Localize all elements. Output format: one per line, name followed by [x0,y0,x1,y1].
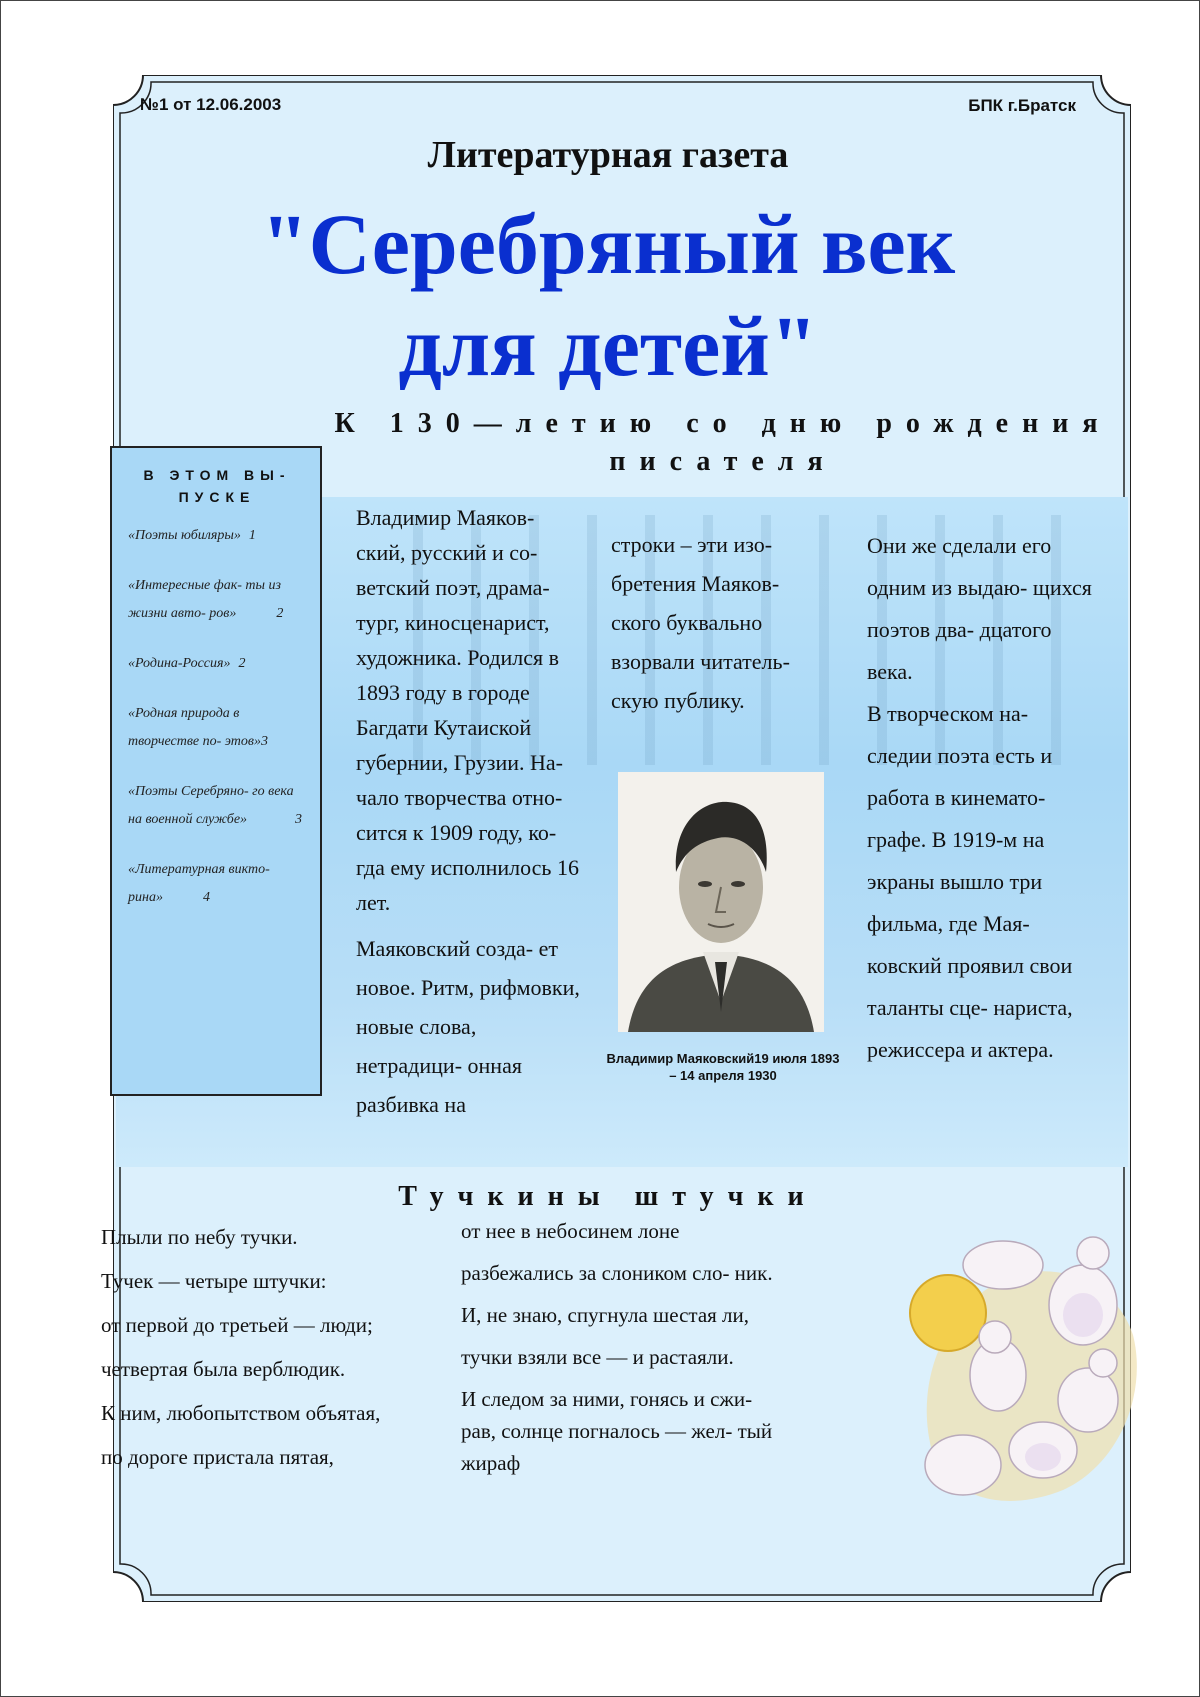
toc-item: «Литературная викто- рина» 4 [128,862,270,905]
table-of-contents [110,446,322,1096]
poem-line: Плыли по небу тучки. [101,1225,298,1249]
poem-line: по дороге пристала пятая, [101,1445,334,1469]
publisher-place: БПК г.Братск [968,96,1076,115]
poem-line: разбежались за слоником сло- ник. [461,1261,773,1285]
portrait-caption: Владимир Маяковский19 июля 1893 – 14 апреля 1930 [606,1051,840,1083]
masthead-line-1: "Серебряный век [260,196,956,292]
toc-item: «Родина-Россия» 2 [128,656,246,671]
article-column-2 [611,525,831,729]
toc-item: «Поэты юбиляры» 1 [128,528,256,543]
poem-line: Тучек — четыре штучки: [101,1269,327,1293]
masthead-line-2: для детей" [398,298,818,394]
masthead-title [113,193,1103,397]
toc-item: «Родная природа в творчестве по- этов»3 [128,706,268,749]
poem-line: четвертая была верблюдик. [101,1357,346,1381]
poem-line: И следом за ними, гонясь и сжи- рав, солнце погналось — жел- тый жираф [461,1387,773,1475]
newspaper-frame [101,75,1131,1602]
poem-line: от нее в небосинем лоне [461,1219,680,1243]
toc-item: «Интересные фак- ты из жизни авто- ров» 2 [128,578,284,621]
poem-line: от первой до третьей — люди; [101,1313,373,1337]
toc-item: «Поэты Серебряно- го века на военной службе» 3 [128,784,303,827]
issue-number: №1 от 12.06.2003 [140,95,282,114]
poem-line: К ним, любопытством объятая, [101,1401,381,1425]
cloud-animals-illustration [903,1225,1143,1510]
article-paragraph: Маяковский созда- ет новое. Ритм, рифмовки, новые слова, нетрадици- онная разбивка на [356,936,580,1117]
newspaper-kicker: Литературная газета [427,134,789,176]
poem-column-left [101,1215,441,1479]
portrait-image [618,772,824,1032]
poem-line: тучки взяли все — и растаяли. [461,1345,734,1369]
article-paragraph: В творческом на- следии поэта есть и работа в кинемато- графе. В 1919-м на экраны вышло три фильма, где Мая- ковский проявил свои таланты сце- нариста, режиссера и актера. [867,701,1073,1062]
article-column-1 [356,500,584,1133]
article-column-3 [867,525,1097,1080]
article-paragraph: строки – эти изо- бретения Маяков- ского буквально взорвали читатель- скую публику. [611,532,790,713]
article-paragraph: Владимир Маяков- ский, русский и со- ветский поэт, драма- тург, киносценарист, художника. Родился в 1893 году в городе Багдати Кутаиской губернии, Грузии. На- чало творчества отно- сится к 1909 году, ко- гда ему исполнилось 16 лет. [356,505,579,915]
toc-heading: В ЭТОМ ВЫ- ПУСКЕ [143,467,291,505]
anniversary-heading: К 130—летию со дню рождения писателя [334,408,1112,477]
poem-title: Тучкины штучки [398,1181,818,1212]
article-paragraph: Они же сделали его одним из выдаю- щихся поэтов два- дцатого века. [867,533,1092,684]
poem-line: И, не знаю, спугнула шестая ли, [461,1303,750,1327]
poem-column-right [461,1215,791,1489]
